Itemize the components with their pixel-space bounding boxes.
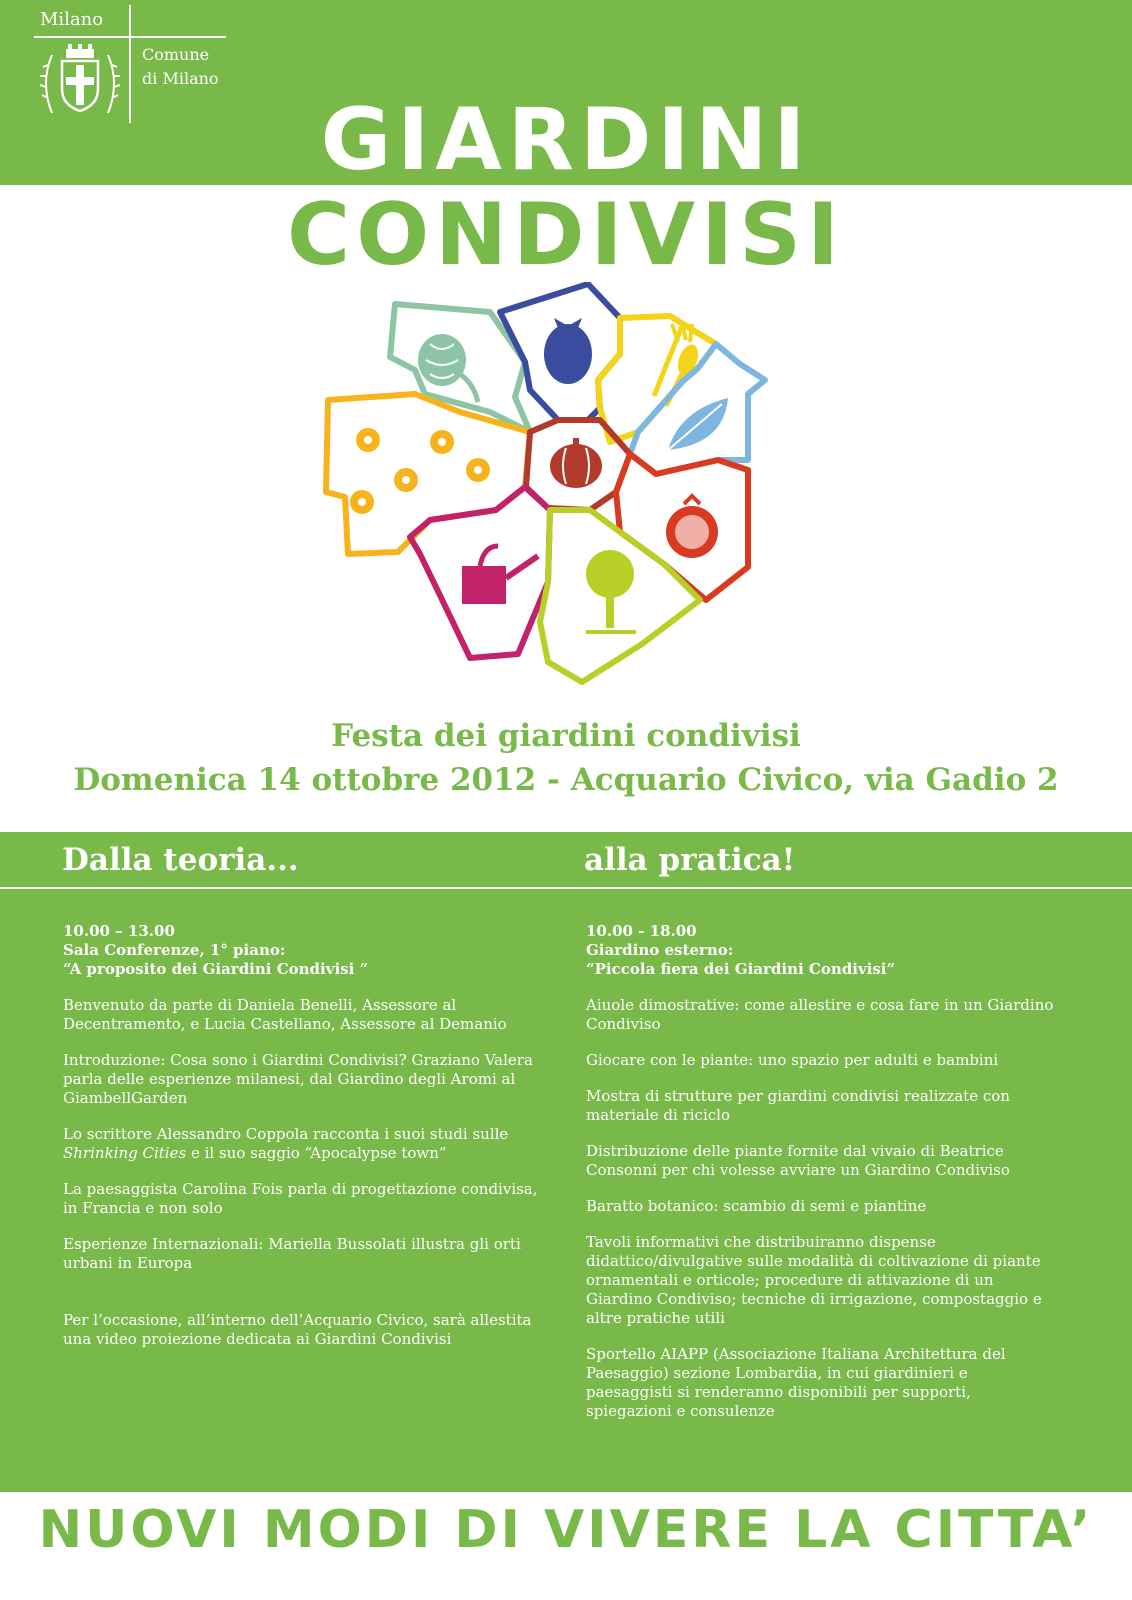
poster-title-line-1: GIARDINI [320, 90, 812, 190]
right-item-distribuzione: Distribuzione delle piante fornite dal vivaio di Beatrice Consonni per chi volesse avviare un Giardino Condiviso [586, 1142, 1010, 1179]
program-left-column [63, 922, 553, 1349]
left-item-fois: La paesaggista Carolina Fois parla di progettazione condivisa, in Francia e non solo [63, 1180, 538, 1217]
leaf-icon [630, 344, 765, 474]
left-session-title: “A proposito dei Giardini Condivisi “ [63, 960, 369, 978]
logo-divider-horizontal [34, 36, 226, 38]
coppola-text-italic: Shrinking Cities [63, 1144, 187, 1162]
left-place: Sala Conferenze, 1° piano: [63, 941, 286, 959]
program-left-heading: Dalla teoria... [62, 842, 299, 878]
logo-line-1: Comune [142, 45, 210, 64]
right-item-aiuole: Aiuole dimostrative: come allestire e cosa fare in un Giardino Condiviso [586, 996, 1054, 1033]
program-divider [0, 887, 1132, 889]
right-session-title: “Piccola fiera dei Giardini Condivisi” [586, 960, 896, 978]
gardens-emblem [320, 282, 780, 692]
left-item-video: Per l’occasione, all’interno dell’Acquario Civico, sarà allestita una video proiezione dedicata ai Giardini Condivisi [63, 1311, 532, 1348]
right-item-giocare: Giocare con le piante: uno spazio per adulti e bambini [586, 1051, 999, 1069]
left-item-welcome: Benvenuto da parte di Daniela Benelli, Assessore al Decentramento, e Lucia Castellano, Assessore al Demanio [63, 996, 507, 1033]
left-time: 10.00 – 13.00 [63, 922, 175, 940]
right-item-baratto: Baratto botanico: scambio di semi e piantine [586, 1197, 927, 1215]
event-date-place: Domenica 14 ottobre 2012 - Acquario Civico, via Gadio 2 [73, 762, 1059, 798]
logo-institution [142, 43, 219, 91]
right-item-tavoli: Tavoli informativi che distribuiranno dispense didattico/divulgative sulle modalità di coltivazione di piante ornamentali e orticole; procedure di attivazione di un Giardino Condiviso; tecniche di irrigazione, compostaggio e altre pratiche utili [586, 1233, 1042, 1327]
right-item-sportello: Sportello AIAPP (Associazione Italiana Architettura del Paesaggio) sezione Lombardia, in cui giardinieri e paesaggisti si renderanno disponibili per supporti, spiegazioni e consulenze [586, 1345, 1006, 1420]
event-title: Festa dei giardini condivisi [331, 718, 801, 754]
logo-line-2: di Milano [142, 69, 219, 88]
program-band [0, 832, 1132, 1492]
left-item-coppola [63, 1125, 553, 1163]
coppola-text-2: e il suo saggio “Apocalypse town” [190, 1144, 447, 1162]
watering-can-icon [410, 487, 550, 658]
left-item-international: Esperienze Internazionali: Mariella Bussolati illustra gli orti urbani in Europa [63, 1235, 521, 1272]
right-time: 10.00 - 18.00 [586, 922, 697, 940]
logo-city-name: Milano [40, 9, 104, 30]
right-item-mostra: Mostra di strutture per giardini condivisi realizzate con materiale di riciclo [586, 1087, 1010, 1124]
program-right-heading: alla pratica! [584, 842, 796, 878]
footer-slogan: NUOVI MODI DI VIVERE LA CITTA’ [38, 1500, 1094, 1560]
poster-title-line-2: CONDIVISI [286, 185, 846, 285]
left-item-introduction: Introduzione: Cosa sono i Giardini Condivisi? Graziano Valera parla delle esperienze milanesi, dal Giardino degli Aromi al GiambellGarden [63, 1051, 533, 1107]
program-right-column [586, 922, 1056, 1421]
right-place: Giardino esterno: [586, 941, 734, 959]
coppola-text-1: Lo scrittore Alessandro Coppola racconta i suoi studi sulle [63, 1125, 509, 1143]
